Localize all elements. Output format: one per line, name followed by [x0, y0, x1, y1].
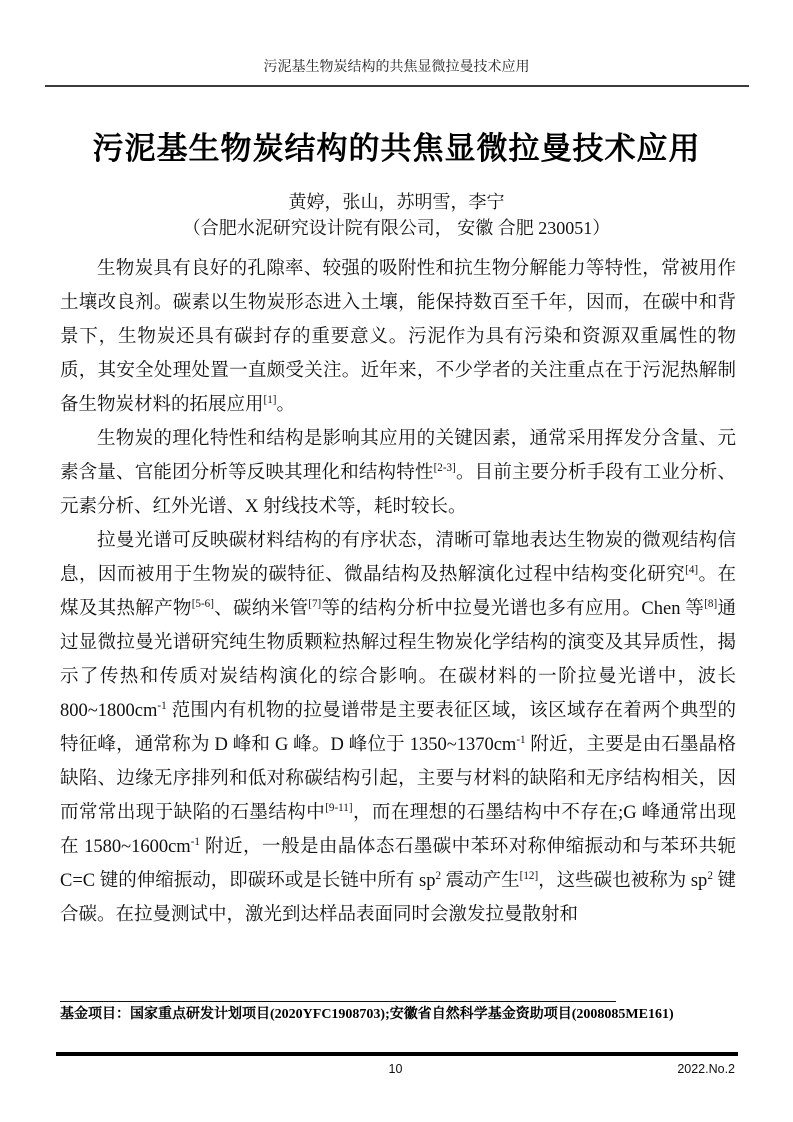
footnote-rule — [60, 1001, 616, 1002]
footer-rule — [56, 1052, 738, 1056]
superscript-reference: [9-11] — [325, 801, 353, 814]
superscript-reference: [1] — [263, 393, 277, 406]
affiliation-line: （合肥水泥研究设计院有限公司， 安徽 合肥 230051） — [182, 218, 611, 238]
header-rule — [45, 85, 749, 87]
superscript-reference: 2 — [707, 869, 713, 882]
article-title: 污泥基生物炭结构的共焦显微拉曼技术应用 — [92, 131, 701, 166]
superscript-reference: [2-3] — [433, 461, 456, 474]
paragraph: 拉曼光谱可反映碳材料结构的有序状态，清晰可靠地表达生物炭的微观结构信息，因而被用于生物炭的碳特征、微晶结构及热解演化过程中结构变化研究[4]。在煤及其热解产物[5-6]、碳纳米管[7]等的结构分析中拉曼光谱也多有应用。Chen 等[8]通过显微拉曼光谱研究纯生物质颗粒热解过程生物炭化学结构的演变及其异质性，揭示了传热和传质对炭结构演化的综合影响。在碳材料的一阶拉曼光谱中，波长 $800\sim 1800cm^{-1}$ 范围内有机物的拉曼谱带是主要表征区域，该区域存在着两个典型的特征峰，通常称为 D 峰和 G 峰。D 峰位于 $1350\sim 1370cm^{-1}$ 附近，主要是由石墨晶格缺陷、边缘无序排列和低对称碳结构引起，主要与材料的缺陷和无序结构相关，因而常常出现于缺陷的石墨结构中[9-11]，而在理想的石墨结构中不存在;G 峰通常出现在 $1580\sim 1600cm^{-1}$ 附近，一般是由晶体态石墨碳中苯环对称伸缩振动和与苯环共轭 C=C 键的伸缩振动，即碳环或是长链中所有 $sp^2$ 震动产生[12]，这些碳也被称为 $sp^2$ 键合碳。在拉曼测试中，激光到达样品表面同时会激发拉曼散射和 — [60, 531, 736, 925]
superscript-reference: -1 — [157, 699, 167, 712]
superscript-reference: -1 — [516, 733, 526, 746]
paragraph: 生物炭的理化特性和结构是影响其应用的关键因素，通常采用挥发分含量、元素含量、官能团分析等反映其理化和结构特性[2-3]。目前主要分析手段有工业分析、元素分析、红外光谱、X 射线技术等，耗时较长。 — [60, 429, 736, 517]
article-body — [60, 252, 736, 932]
superscript-reference: [5-6] — [191, 597, 214, 610]
authors-line: 黄婷，张山，苏明雪，李宁 — [288, 192, 505, 212]
issue-label: 2022.No.2 — [677, 1062, 735, 1076]
footer-row — [56, 1060, 735, 1080]
superscript-reference: [8] — [704, 597, 718, 610]
superscript-reference: [7] — [308, 597, 322, 610]
superscript-reference: [4] — [685, 563, 699, 576]
superscript-reference: -1 — [190, 835, 200, 848]
superscript-reference: 2 — [435, 869, 441, 882]
page-number: 10 — [388, 1062, 403, 1076]
running-title: 污泥基生物炭结构的共焦显微拉曼技术应用 — [263, 60, 530, 75]
superscript-reference: [12] — [519, 869, 539, 882]
footnote-text: 基金项目：国家重点研发计划项目(2020YFC1908703);安徽省自然科学基金资助项目(2008085ME161) — [60, 1007, 674, 1022]
paragraph: 生物炭具有良好的孔隙率、较强的吸附性和抗生物分解能力等特性，常被用作土壤改良剂。碳素以生物炭形态进入土壤，能保持数百至千年，因而，在碳中和背景下，生物炭还具有碳封存的重要意义。污泥作为具有污染和资源双重属性的物质，其安全处理处置一直颇受关注。近年来，不少学者的关注重点在于污泥热解制备生物炭材料的拓展应用[1]。 — [60, 259, 736, 415]
